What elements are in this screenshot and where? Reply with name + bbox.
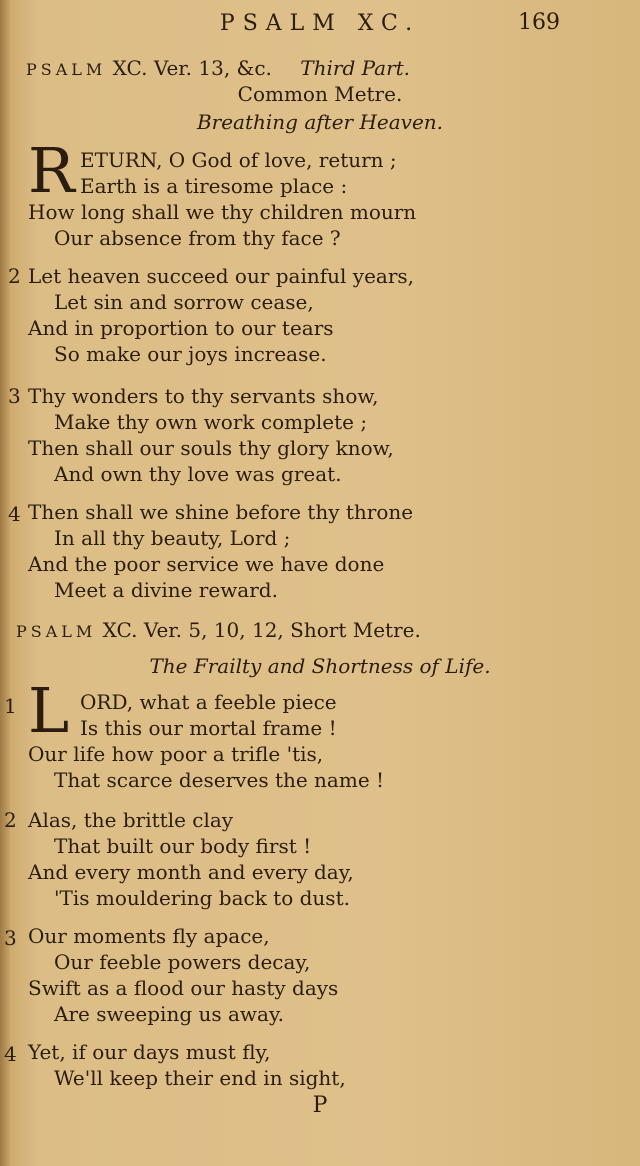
verse-line: In all thy beauty, Lord ; <box>54 526 291 550</box>
section-subtitle: The Frailty and Shortness of Life. <box>149 654 491 678</box>
verse-line: Is this our mortal frame ! <box>80 716 337 740</box>
heading-reference: XC. Ver. 13, &c. <box>112 56 272 80</box>
heading-psalm-word: PSALM <box>16 622 97 641</box>
verse-number: 4 <box>4 1042 17 1066</box>
section-subtitle: Breathing after Heaven. <box>196 110 444 134</box>
verse-line: And every month and every day, <box>28 860 354 884</box>
verse-line: And the poor service we have done <box>28 552 385 576</box>
verse-line: Let sin and sorrow cease, <box>54 290 314 314</box>
verse-line: So make our joys increase. <box>54 342 327 366</box>
verse-line: Meet a divine reward. <box>54 578 278 602</box>
drop-cap-initial: R <box>28 134 75 207</box>
verse-line: ETURN, O God of love, return ; <box>80 148 397 172</box>
verse-number: 2 <box>4 808 17 832</box>
verse-line: Then shall our souls thy glory know, <box>28 436 394 460</box>
drop-cap-initial: L <box>28 674 70 747</box>
verse-number: 4 <box>8 502 21 526</box>
verse-line: Swift as a flood our hasty days <box>28 976 339 1000</box>
verse-line: And own thy love was great. <box>54 462 342 486</box>
verse-line: Our moments fly apace, <box>28 924 270 948</box>
verse-line: How long shall we thy children mourn <box>28 200 417 224</box>
verse-line: Earth is a tiresome place : <box>80 174 348 198</box>
verse-line: Our feeble powers decay, <box>54 950 311 974</box>
heading-psalm-word: PSALM <box>26 60 107 79</box>
verse-line: Yet, if our days must fly, <box>28 1040 271 1064</box>
verse-line: And in proportion to our tears <box>28 316 334 340</box>
verse-number: 2 <box>8 264 21 288</box>
heading-reference: XC. Ver. 5, 10, 12, Short Metre. <box>102 618 421 642</box>
section-heading-third-part <box>26 56 410 82</box>
verse-line: Our absence from thy face ? <box>54 226 341 250</box>
verse-line: ORD, what a feeble piece <box>80 690 337 714</box>
heading-part: Third Part. <box>300 56 411 80</box>
section-heading-short-metre <box>16 618 421 644</box>
verse-line: Our life how poor a trifle 'tis, <box>28 742 324 766</box>
verse-line: 'Tis mouldering back to dust. <box>54 886 350 910</box>
verse-line: Are sweeping us away. <box>54 1002 284 1026</box>
verse-number: 1 <box>4 694 17 718</box>
verse-number: 3 <box>4 926 17 950</box>
verse-line: That scarce deserves the name ! <box>54 768 385 792</box>
signature-mark: P <box>312 1093 328 1118</box>
verse-line: Then shall we shine before thy throne <box>28 500 414 524</box>
running-head: PSALM XC. <box>219 11 421 36</box>
page-gutter <box>0 0 10 1166</box>
verse-line: Let heaven succeed our painful years, <box>28 264 415 288</box>
verse-line: Thy wonders to thy servants show, <box>28 384 379 408</box>
verse-number: 3 <box>8 384 21 408</box>
verse-line: Make thy own work complete ; <box>54 410 368 434</box>
verse-line: We'll keep their end in sight, <box>54 1066 346 1090</box>
metre-label: Common Metre. <box>237 82 403 106</box>
verse-line: That built our body first ! <box>54 834 312 858</box>
page-number: 169 <box>518 10 560 35</box>
verse-line: Alas, the brittle clay <box>28 808 234 832</box>
